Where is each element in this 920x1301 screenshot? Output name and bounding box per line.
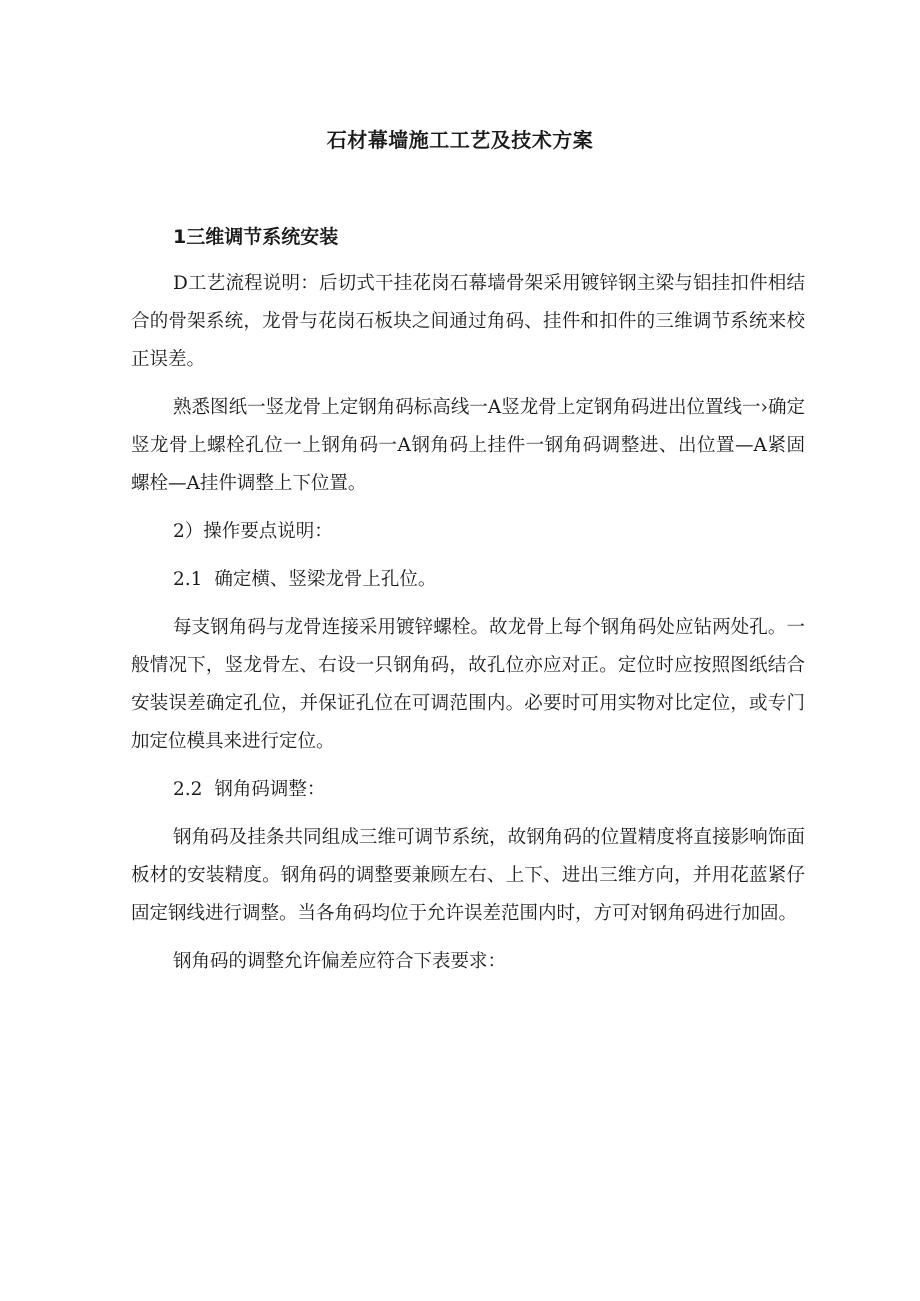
subheading-number: 2.1 <box>173 569 203 590</box>
paragraph-hole-positions: 每支钢角码与龙骨连接采用镀锌螺栓。故龙骨上每个钢角码处应钻两处孔。一般情况下，竖龙骨左、右设一只钢角码，故孔位亦应对正。定位时应按照图纸结合安装误差确定孔位，并保证孔位在可调范围内。必要时可用实物对比定位，或专门加定位模具来进行定位。 <box>131 617 805 752</box>
subheading-2-1 <box>131 561 805 599</box>
subheading-text: 确定横、竖梁龙骨上孔位。 <box>214 569 437 590</box>
paragraph-operation-points: 2）操作要点说明： <box>173 521 333 542</box>
paragraph-angle-adjustment: 钢角码及挂条共同组成三维可调节系统，故钢角码的位置精度将直接影响饰面板材的安装精度。钢角码的调整要兼顾左右、上下、进出三维方向，并用花蓝紧仔固定钢线进行调整。当各角码均位于允许误差范围内时，方可对钢角码进行加固。 <box>131 827 805 924</box>
document-body <box>131 219 805 991</box>
subheading-2-2 <box>131 771 805 809</box>
subheading-number: 2.2 <box>173 779 203 800</box>
section-heading: 1三维调节系统安装 <box>173 226 339 248</box>
paragraph-process-description: D工艺流程说明：后切式干挂花岗石幕墙骨架采用镀锌钢主梁与铝挂扣件相结合的骨架系统，龙骨与花岗石板块之间通过角码、挂件和扣件的三维调节系统来校正误差。 <box>131 273 805 370</box>
paragraph-process-flow: 熟悉图纸一竖龙骨上定钢角码标高线一A竖龙骨上定钢角码进出位置线一›确定竖龙骨上螺栓孔位一上钢角码一A钢角码上挂件一钢角码调整进、出位置—A紧固螺栓—A挂件调整上下位置。 <box>131 397 805 494</box>
paragraph-tolerance-intro: 钢角码的调整允许偏差应符合下表要求： <box>173 951 507 972</box>
subheading-text: 钢角码调整： <box>214 779 326 800</box>
document-title: 石材幕墙施工工艺及技术方案 <box>326 128 594 152</box>
